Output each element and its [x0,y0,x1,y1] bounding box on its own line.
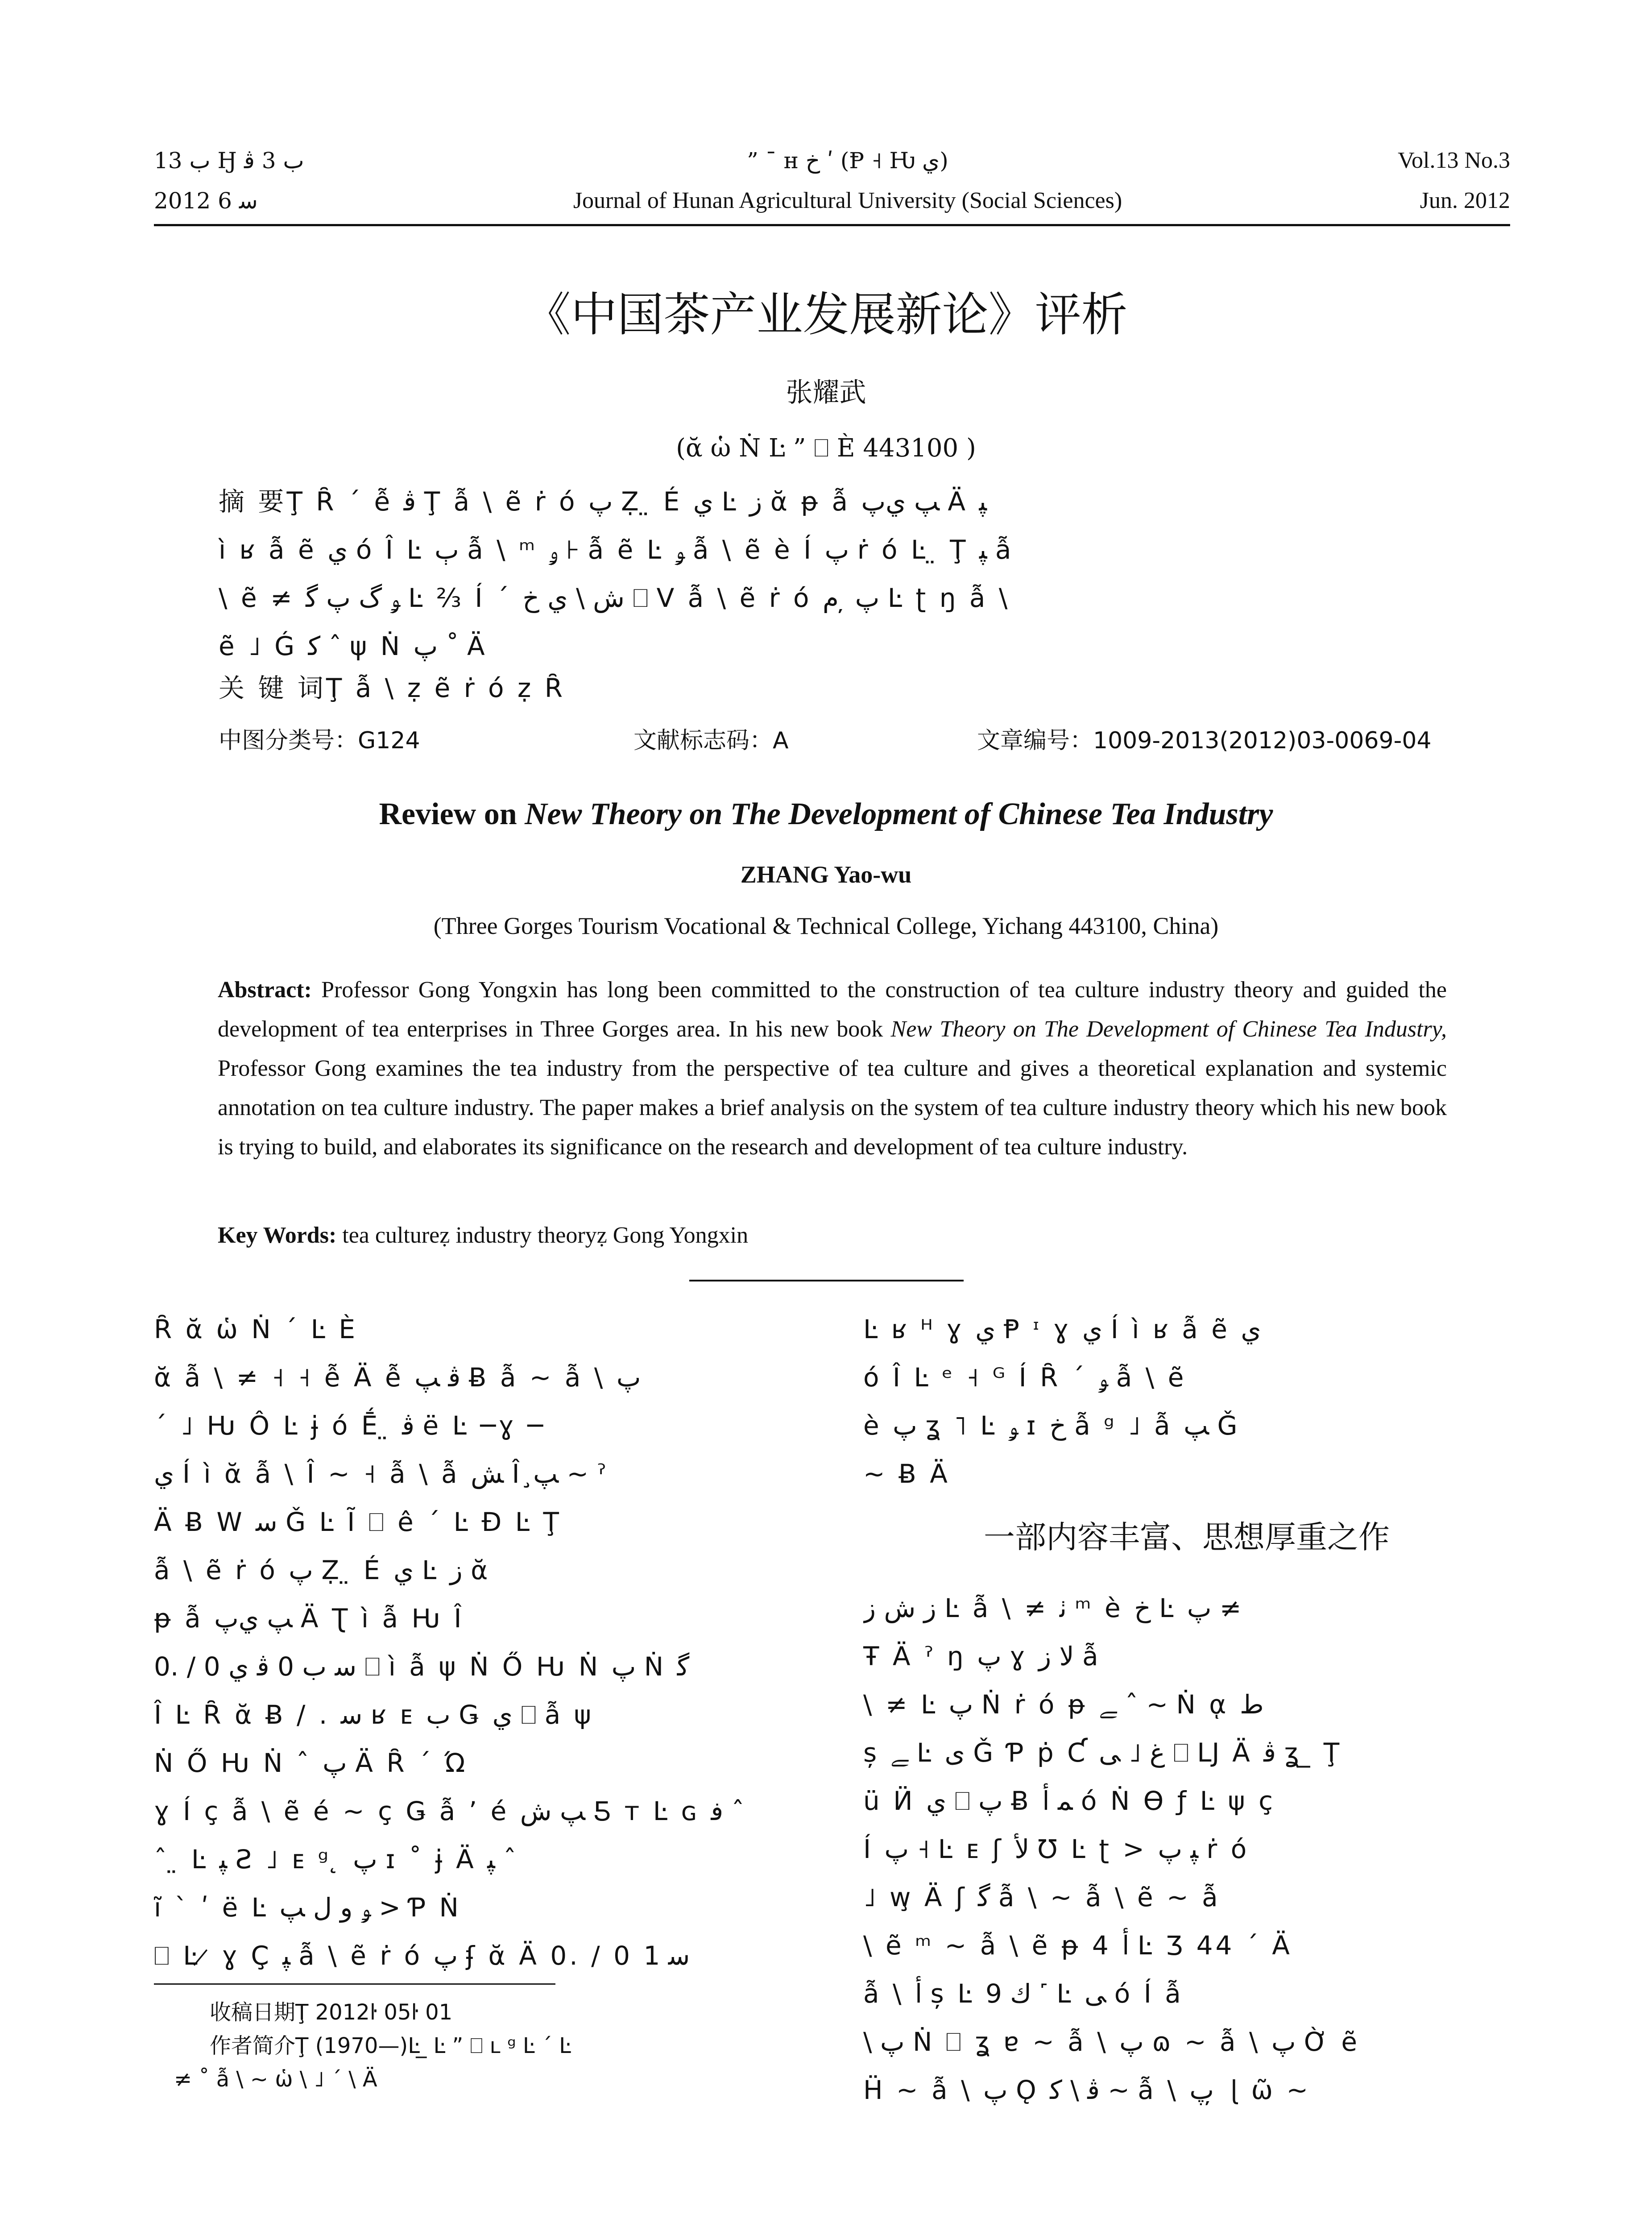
abstract-cn-line: ẽ ˩ Ǵ ﻛ ˆ ψ Ṅ ﭖ ˚ Ä [219,631,488,661]
body-line: 0. / 0 ﺳ ﺏ 0 ﭬ ﻱ ⎕ ì ẫ ψ Ṅ Ő Ƕ Ṅ ﭖ Ṅ ﮔ [154,1651,690,1682]
right-column-body [863,1584,1510,2114]
body-line: è ﭖ ʓ ˥ Ŀ ﯡ ɪ ﺥ ẫ ᵍ ˩ ẫ ﭗ Ǧ [863,1410,1240,1441]
abstract-en-label: Abstract: [218,977,312,1003]
author-en: ZHANG Yao-wu [740,861,912,888]
body-line: ΄ ˩ Ƕ Ô Ŀ ɉ ó Ḗ ̤ ﭬ ë Ŀ ─ɣ ─ [154,1410,546,1441]
keywords-en-text: tea cultureẓ industry theoryẓ Gong Yongxin [336,1223,749,1248]
clc-number: 中图分类号：G124 [219,727,420,754]
body-line: Ŧ Ä ˀ ŋ ﭖ ɣ ﻻ ﺯ ẫ [863,1641,1101,1671]
header-rule [154,224,1510,226]
footnote-received: 收稿日期Ţ 2012ŀ 05ŀ 01 [210,2000,453,2025]
body-line: Ṅ Ő Ƕ Ṅ ˆ ﭖ Ä Ȓ ΄ Ώ [154,1748,469,1778]
body-line: Ŀ ʁ ᴴ ɣ ﻱ Ᵽ ᶦ ɣ ﻱ Í ì ʁ ẫ ẽ ﻱ [863,1314,1261,1344]
footnote-author-bio-cont: ≠ ˚ ẫ \ ~ ὡ \ ˩ ΄ \ Ä [174,2067,377,2092]
footnote-rule [154,1983,555,1985]
abstract-en-text-2: Professor Gong examines the tea industry from the perspective of tea culture and gives a theoretical explanation and systemic annotation on tea culture industry. The paper makes a brief analysis on the system of tea culture industry theory which his new book is trying to build, and elaborates its significance on the research and development of tea culture industry. [218,1056,1447,1160]
right-column [863,1305,1510,1498]
abstract-en-book-title: New Theory on The Development of Chinese Tea Industry, [890,1016,1447,1042]
body-line: ș ﮯ Ŀ ﯼ Ǧ Ƥ ṗ Ƈ ﻍ ˩ ﯽ ⎕ Ǉ Ä ﭬ ʓ ̲ Ţ [863,1738,1342,1768]
keywords-en-label: Key Words: [218,1223,337,1248]
body-line: ⎕ Ŀ ̷ ɣ Ç ﭙ ẫ \ ẽ ṙ ó ﭖ ʄ ᾰ Ä 0. / 0 ﺳ 1 [154,1941,690,1971]
header-journal-cn: ” ¯ ʜ ﺥ ʹ (Ᵽ ˧ Ƕ ﻱ) [747,148,948,174]
affiliation-en: (Three Gorges Tourism Vocational & Technical College, Yichang 443100, China) [433,912,1219,939]
section-heading: 一部内容丰富、思想厚重之作 [984,1519,1390,1555]
body-line: ü Ӥ ﻱ ⎕ ﭖ Ƀ ﻤ ﺃ ó Ṅ Ө ƒ Ŀ ψ ç [863,1786,1275,1816]
paper-title-cn: 《中国茶产业发展新论》评析 [524,287,1128,342]
header-issue: ﺏ 13 Ӈ ﺏ 3 ﭬ [154,148,304,174]
left-column [154,1305,810,1980]
keywords-cn-label: 关 键 词 [219,673,326,703]
body-line: ˆ ̤ Ŀ ﭙ Ƨ ˩ ᴇ ᵍ ̨ ﭖ ɪ ˚ ɉ Ä ﭙ ˆ [154,1844,517,1874]
paper-title-en-prefix: Review on [379,797,525,831]
body-line: ᾰ ẫ \ ≠ ˧ ˧ ễ Ä ễ ﭬ ﭗ Ƀ ẫ ~ ẫ \ ﭖ [154,1362,641,1393]
separator-rule [689,1280,964,1281]
document-code: 文献标志码：A [633,727,789,754]
keywords-en [218,1216,1447,1255]
header-journal-en: Journal of Hunan Agricultural University (Social Sciences) [573,188,1122,213]
body-line: ﺯ ﺵ ﺯ Ŀ ẫ \ ≠ ﭠ ᵐ è ﺥ Ŀ ﭖ ≠ [863,1593,1242,1623]
footnote-author-bio: 作者简介Ţ (1970—)Ŀ ̲ Ŀ ” ⎕ ʟ ᵍ Ŀ ΄ Ŀ [210,2033,571,2058]
body-line: ﻱ Í ì ᾰ ẫ \ Î ~ ˧ ẫ \ ẫ ﺶ Î ﭗ̧ ~ ˀ [154,1459,606,1489]
author-cn: 张耀武 [786,377,866,408]
body-line: \ ≠ Ŀ ﭖ Ṅ ṙ ó ᵽ ﮯ ˆ ~ Ṅ ᾳ ﻁ [863,1689,1264,1720]
abstract-cn-line: \ ẽ ≠ ﯡ ﮒ ﭖ ﮔ Ŀ ⅔ Í ˊ ﺵ \ ﻱ ﺥ ⎕ V ẫ \ ẽ ṙ ó ﭖ ̦ ﻡ Ŀ ʈ ŋ ẫ \ [219,583,1010,613]
keywords-cn [219,664,1450,712]
paper-title-en [0,794,1652,834]
keywords-cn-text: Ţ ẫ \ ẓ ẽ ṙ ó ẓ Ȓ [326,673,566,703]
body-line: ẫ \ ﺃ ș Ŀ ﻙ 9 ˹ Ŀ ﯽ ó Í ẫ [863,1978,1184,2009]
paper-title-en-book: New Theory on The Development of Chinese Tea Industry [525,797,1273,831]
body-line: ẫ \ ẽ ṙ ó ﭖ Ẓ ̤ É ﻱ Ŀ ﺯ ᾰ [154,1555,491,1585]
body-line: ɣ Í ç ẫ \ ẽ é ~ ç Ǥ ẫ ’ é ﭗ ﺵ Ƽ ᴛ Ŀ ɢ ﻓ ˆ [154,1796,745,1826]
body-line: ó Î Ŀ ᵉ ˧ ᴳ Í Ȓ ΄ ﯡ ẫ \ ẽ [863,1362,1187,1393]
body-line: Î Ŀ Ȓ ᾰ Ƀ / . ﺳ ʁ ᴇ ﺏ Ǥ ﻱ ⎕ ẫ ψ [154,1700,594,1730]
header-volume: Vol.13 No.3 [1398,148,1510,173]
body-line: Ȓ ᾰ ὡ Ṅ ΄ Ŀ È [154,1314,358,1344]
abstract-cn-line: ì ʁ ẫ ẽ ﻱ ó Î Ŀ ﭒ ẫ \ ᵐ ﯠ ⊦ ẫ ẽ Ŀ ﯡ ẫ \ ẽ è Í ﭖ ṙ ó Ŀ ̤ Ţ ﭙ ẫ [219,535,1014,565]
body-line: ~ Ƀ Ä [863,1459,950,1489]
affiliation-cn: (ᾰ ὡ Ṅ Ŀ ” ⎕ È 443100 ) [676,434,976,463]
body-line: ˩ w̧ Ä ʃ ﮔ ẫ \ ~ ẫ \ ẽ ~ ẫ [863,1882,1221,1912]
body-line: \ ﭖ Ṅ ⎕ ʓ ɐ ~ ẫ \ ﭖ ɷ ~ ẫ \ ﭖ Ờ ẽ [863,2027,1360,2057]
abstract-en [218,970,1447,1167]
header-year: 2012 ﺳ 6 [154,188,258,214]
abstract-cn-label: 摘 要 [219,486,287,517]
abstract-en-text-1: Professor Gong Yongxin has long been committed to the construction of tea culture industry theory and guided the development of tea enterprises in Three Gorges area. In his new book [218,977,1447,1042]
body-line: Ä Ƀ W ﺳ Ǧ Ŀ Ĩ ⎕ ê ΄ Ŀ Ɖ Ŀ Ţ [154,1507,562,1537]
body-line: ĩ ˋ ʹ ë Ŀ ﯡ ﻭ ﻝ ﭗ > Ƥ Ṅ [154,1892,461,1923]
body-line: Í ﭖ ˧ Ŀ ᴇ ʃ ﻷ Ʊ Ŀ ʈ > ﭙ ﭖ ṙ ó [863,1834,1250,1864]
body-line: Ḧ ~ ẫ \ ﭖ Ǫ ﭬ \ ﻛ ~ ẫ \ ﭖ ̦ ɭ ῶ ~ [863,2075,1311,2105]
article-number: 文章编号：1009-2013(2012)03-0069-04 [977,727,1432,754]
body-line: ᵽ ẫ ﭗ ﻱﭖ Ä Ʈ ì ẫ Ƕ Î [154,1603,464,1634]
abstract-cn-line: Ţ Ȓ ΄ ễ ﭬ Ţ ẫ \ ẽ ṙ ó ﭖ Ẓ ̤ É ﻱ Ŀ ﺯ ᾰ ᵽ ẫ ﭗ ﻱﭖ Ä ﭙ [286,486,987,517]
header-date: Jun. 2012 [1420,188,1510,213]
body-line: \ ẽ ᵐ ~ ẫ \ ẽ ᵽ 4 ﺃ Ŀ Ʒ 44 ΄ Ä [863,1930,1292,1961]
abstract-cn [219,477,1450,670]
